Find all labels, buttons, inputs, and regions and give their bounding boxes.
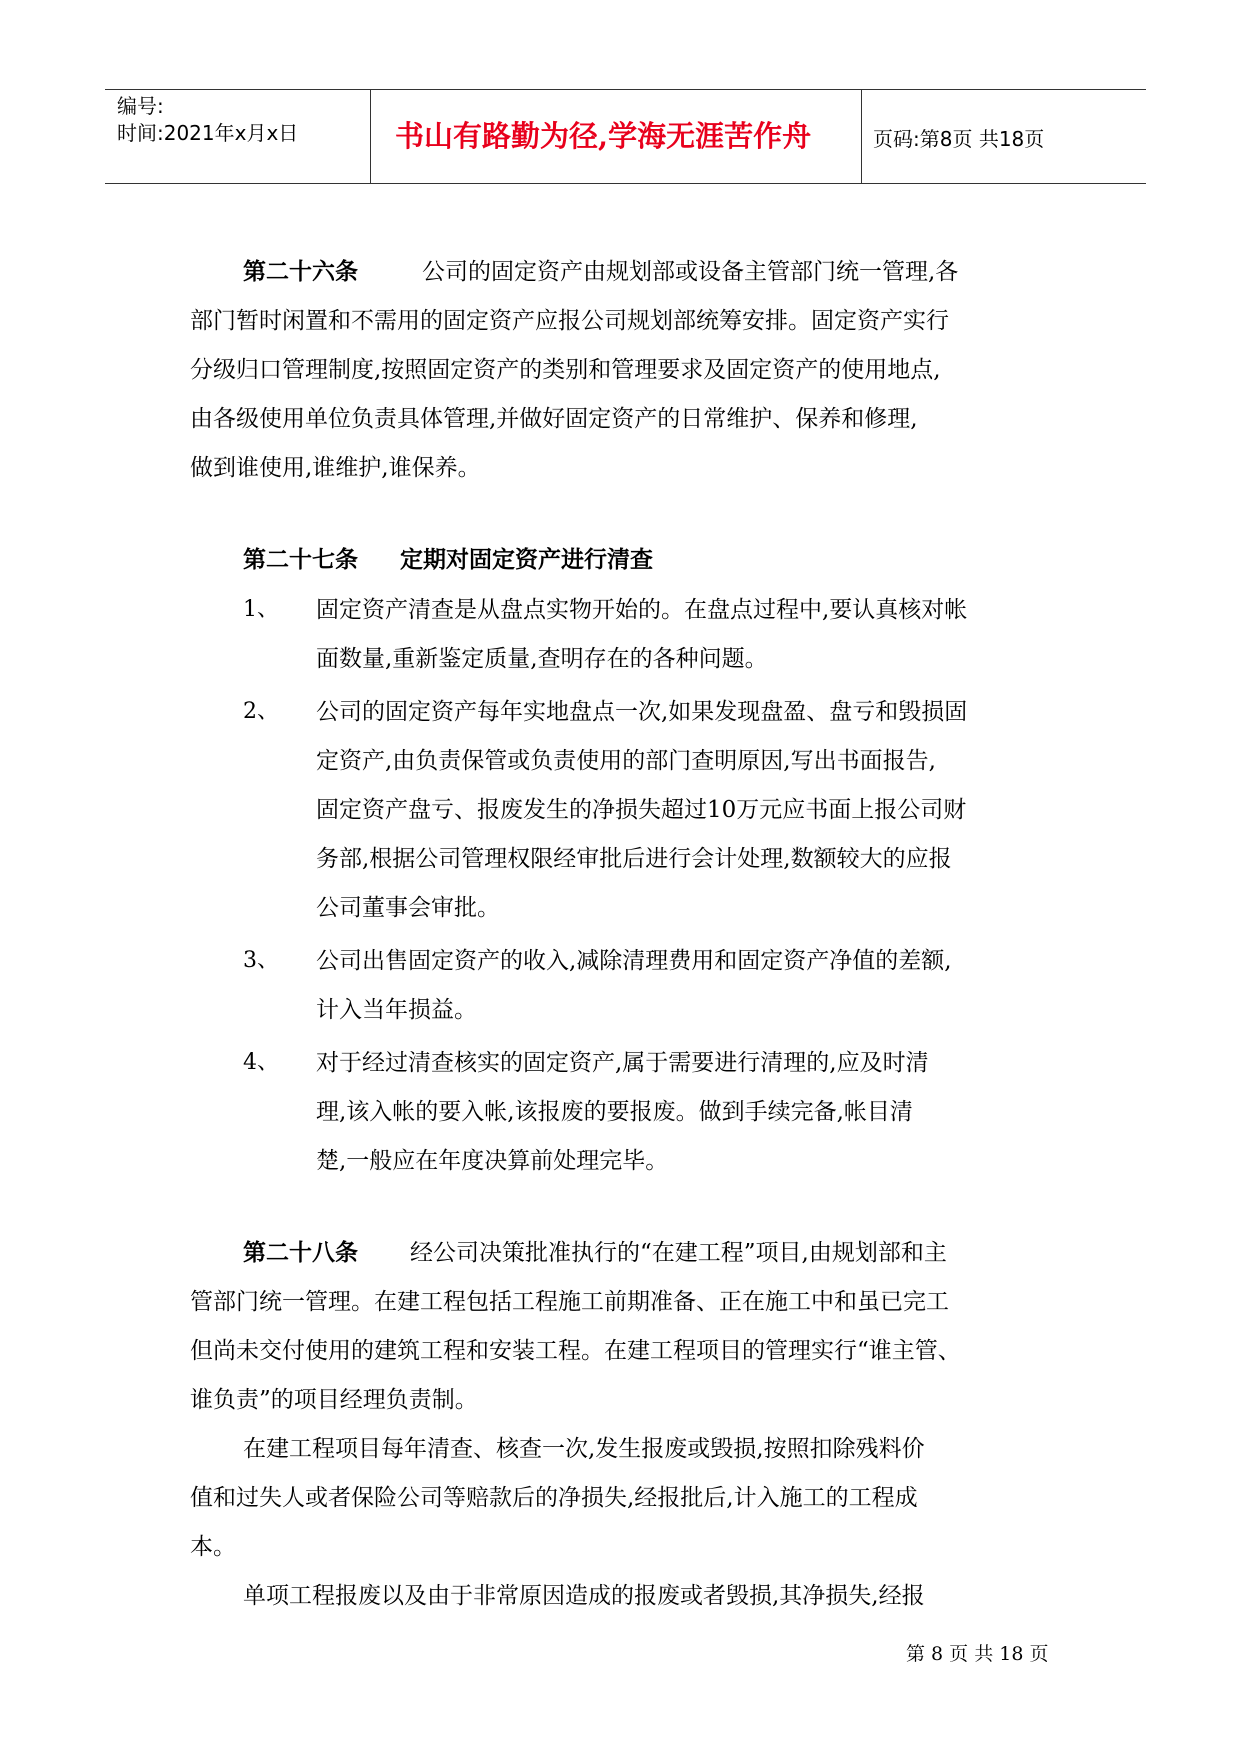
list-item-line: 面数量,重新鉴定质量,查明存在的各种问题。 <box>316 646 768 672</box>
list-item-line: 计入当年损益。 <box>316 997 477 1023</box>
header-top-rule <box>105 89 1146 90</box>
header-number-label: 编号: <box>117 94 164 118</box>
article-28-line: 经公司决策批准执行的“在建工程”项目,由规划部和主 <box>410 1240 947 1266</box>
list-item-line: 固定资产盘亏、报废发生的净损失超过10万元应书面上报公司财 <box>316 797 967 823</box>
article-28-line: 管部门统一管理。在建工程包括工程施工前期准备、正在施工中和虽已完工 <box>190 1289 949 1315</box>
article-26-line: 做到谁使用,谁维护,谁保养。 <box>190 455 481 481</box>
article-28-line: 谁负责”的项目经理负责制。 <box>190 1387 478 1413</box>
header-divider-right <box>861 90 862 184</box>
list-item-number: 4、 <box>243 1050 279 1075</box>
list-item-line: 对于经过清查核实的固定资产,属于需要进行清理的,应及时清 <box>316 1050 929 1076</box>
article-26-line: 分级归口管理制度,按照固定资产的类别和管理要求及固定资产的使用地点, <box>190 357 941 383</box>
article-27-title: 第二十七条 <box>243 546 358 573</box>
article-28-line: 但尚未交付使用的建筑工程和安装工程。在建工程项目的管理实行“谁主管、 <box>190 1338 961 1364</box>
list-item-line: 公司的固定资产每年实地盘点一次,如果发现盘盈、盘亏和毁损固 <box>316 699 968 725</box>
article-28-para2-line: 本。 <box>190 1534 236 1560</box>
header-page-label: 页码:第8页 共18页 <box>873 127 1045 151</box>
list-item-line: 理,该入帐的要入帐,该报废的要报废。做到手续完备,帐目清 <box>316 1099 913 1125</box>
footer-page-number: 第 8 页 共 18 页 <box>906 1643 1049 1665</box>
list-item-number: 2、 <box>243 699 279 724</box>
header-motto: 书山有路勤为径,学海无涯苦作舟 <box>395 119 812 153</box>
list-item-line: 固定资产清查是从盘点实物开始的。在盘点过程中,要认真核对帐 <box>316 597 968 623</box>
article-26-title: 第二十六条 <box>243 258 358 285</box>
article-27-heading: 定期对固定资产进行清查 <box>400 546 653 573</box>
article-28-para2-line: 在建工程项目每年清查、核查一次,发生报废或毁损,按照扣除残料价 <box>243 1436 925 1462</box>
header-divider-left <box>370 90 371 184</box>
list-item-line: 公司董事会审批。 <box>316 895 500 921</box>
article-26-line: 公司的固定资产由规划部或设备主管部门统一管理,各 <box>422 259 959 285</box>
list-item-line: 务部,根据公司管理权限经审批后进行会计处理,数额较大的应报 <box>316 846 952 872</box>
list-item-line: 公司出售固定资产的收入,减除清理费用和固定资产净值的差额, <box>316 948 952 974</box>
article-28-para3-line: 单项工程报废以及由于非常原因造成的报废或者毁损,其净损失,经报 <box>243 1583 925 1609</box>
header-time-label: 时间:2021年x月x日 <box>117 121 299 145</box>
article-26-line: 部门暂时闲置和不需用的固定资产应报公司规划部统筹安排。固定资产实行 <box>190 308 949 334</box>
article-26-line: 由各级使用单位负责具体管理,并做好固定资产的日常维护、保养和修理, <box>190 406 918 432</box>
list-item-line: 定资产,由负责保管或负责使用的部门查明原因,写出书面报告, <box>316 748 936 774</box>
article-28-para2-line: 值和过失人或者保险公司等赔款后的净损失,经报批后,计入施工的工程成 <box>190 1485 918 1511</box>
list-item-line: 楚,一般应在年度决算前处理完毕。 <box>316 1148 669 1174</box>
article-28-title: 第二十八条 <box>243 1239 358 1266</box>
header-bottom-rule <box>105 183 1146 184</box>
list-item-number: 1、 <box>243 597 279 622</box>
list-item-number: 3、 <box>243 948 279 973</box>
